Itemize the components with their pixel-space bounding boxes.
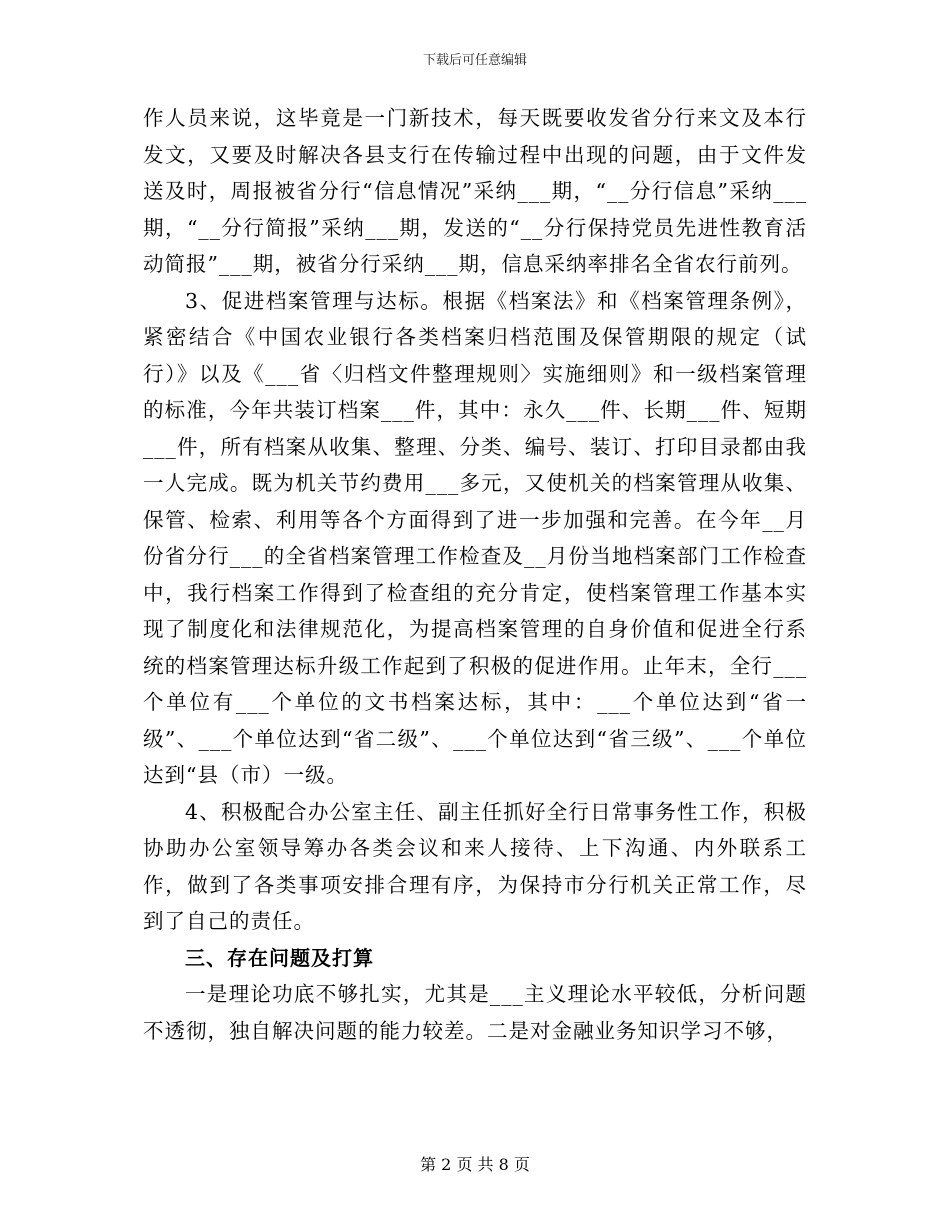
page-header: 下载后可任意编辑 bbox=[422, 53, 527, 68]
paragraph-continued-work: 作人员来说，这毕竟是一门新技术，每天既要收发省分行来文及本行发文，又要及时解决各县支行在传输过程中出现的问题，由于文件发送及时，周报被省分行“信息情况”采纳___期，“__分行信息”采纳___期，“__分行简报”采纳___期，发送的“__分行保持党员先进性教育活动简报”___期，被省分行采纳___期，信息采纳率排名全省农行前列。 bbox=[143, 106, 807, 276]
document-body bbox=[143, 100, 807, 1049]
paragraph-office-assistance: 4、积极配合办公室主任、副主任抓好全行日常事务性工作，积极协助办公室领导筹办各类会议和来人接待、上下沟通、内外联系工作，做到了各类事项安排合理有序，为保持市分行机关正常工作，尽到了自己的责任。 bbox=[143, 799, 807, 933]
section-heading-problems: 三、存在问题及打算 bbox=[185, 945, 374, 970]
paragraph-problems: 一是理论功底不够扎实，尤其是___主义理论水平较低，分析问题不透彻，独自解决问题的能力较差。二是对金融业务知识学习不够， bbox=[143, 982, 807, 1043]
page-number: 第 2 页 共 8 页 bbox=[420, 1155, 530, 1174]
paragraph-archive-management: 3、促进档案管理与达标。根据《档案法》和《档案管理条例》，紧密结合《中国农业银行各类档案归档范围及保管期限的规定（试行）》以及《___省〈归档文件整理规则〉实施细则》和一级档案管理的标准，今年共装订档案___件，其中：永久___件、长期___件、短期___件，所有档案从收集、整理、分类、编号、装订、打印目录都由我一人完成。既为机关节约费用___多元，又使机关的档案管理从收集、保管、检索、利用等各个方面得到了进一步加强和完善。在今年__月份省分行___的全省档案管理工作检查及__月份当地档案部门工作检查中，我行档案工作得到了检查组的充分肯定，使档案管理工作基本实现了制度化和法律规范化，为提高档案管理的自身价值和促进全行系统的档案管理达标升级工作起到了积极的促进作用。止年末，全行___个单位有___个单位的文书档案达标，其中：___个单位达到“省一级”、___个单位达到“省二级”、___个单位达到“省三级”、___个单位达到“县（市）一级。 bbox=[143, 288, 807, 787]
